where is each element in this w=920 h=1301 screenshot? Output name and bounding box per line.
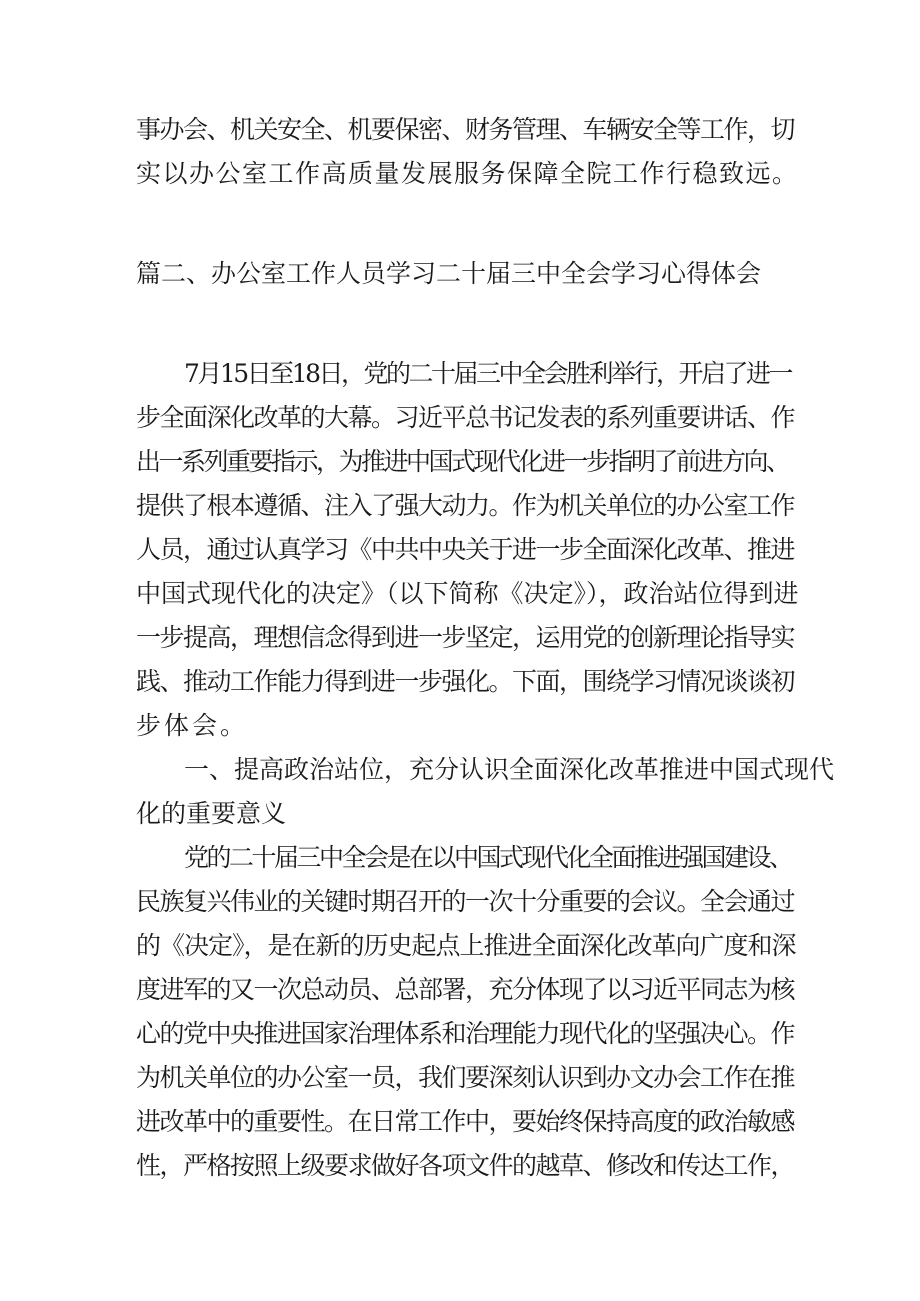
paragraph-line: 为机关单位的办公室一员，我们要深刻认识到办文办会工作在推: [136, 1063, 795, 1092]
paragraph-line: 民族复兴伟业的关键时期召开的一次十分重要的会议。全会通过: [136, 887, 795, 916]
paragraph-line: 提供了根本遵循、注入了强大动力。作为机关单位的办公室工作: [136, 491, 795, 520]
paragraph-line: 性，严格按照上级要求做好各项文件的越草、修改和传达工作，: [136, 1151, 795, 1180]
subheading-line: 化的重要意义: [136, 799, 287, 828]
paragraph-line: 步全面深化改革的大幕。习近平总书记发表的系列重要讲话、作: [136, 403, 795, 432]
paragraph-line: 事办会、机关安全、机要保密、财务管理、车辆安全等工作，切: [136, 115, 795, 144]
paragraph-line: 中国式现代化的决定》（以下简称《决定》），政治站位得到进: [136, 579, 799, 608]
paragraph-line: 心的党中央推进国家治理体系和治理能力现代化的坚强决心。作: [136, 1019, 795, 1048]
paragraph-line: 度进军的又一次总动员、总部署，充分体现了以习近平同志为核: [136, 975, 795, 1004]
paragraph-line: 步体会。: [136, 711, 249, 740]
paragraph-line: 进改革中的重要性。在日常工作中，要始终保持高度的政治敏感: [136, 1107, 795, 1136]
paragraph-line: 的《决定》，是在新的历史起点上推进全面深化改革向广度和深: [136, 931, 796, 960]
paragraph-line: 7月15日至18日，党的二十届三中全会胜利举行，开启了进一: [184, 359, 792, 388]
paragraph-line: 一步提高，理想信念得到进一步坚定，运用党的创新理论指导实: [136, 623, 795, 652]
paragraph-line: 践、推动工作能力得到进一步强化。下面，围绕学习情况谈谈初: [136, 667, 795, 696]
subheading-line: 一、提高政治站位，充分认识全面深化改革推进中国式现代: [184, 755, 835, 784]
paragraph-line: 实以办公室工作高质量发展服务保障全院工作行稳致远。: [136, 159, 799, 188]
section-title: 篇二、办公室工作人员学习二十届三中全会学习心得体会: [136, 259, 762, 288]
paragraph-line: 出一系列重要指示，为推进中国式现代化进一步指明了前进方向、: [136, 447, 789, 476]
paragraph-line: 党的二十届三中全会是在以中国式现代化全面推进强国建设、: [184, 843, 792, 872]
paragraph-line: 人员，通过认真学习《中共中央关于进一步全面深化改革、推进: [136, 535, 795, 564]
